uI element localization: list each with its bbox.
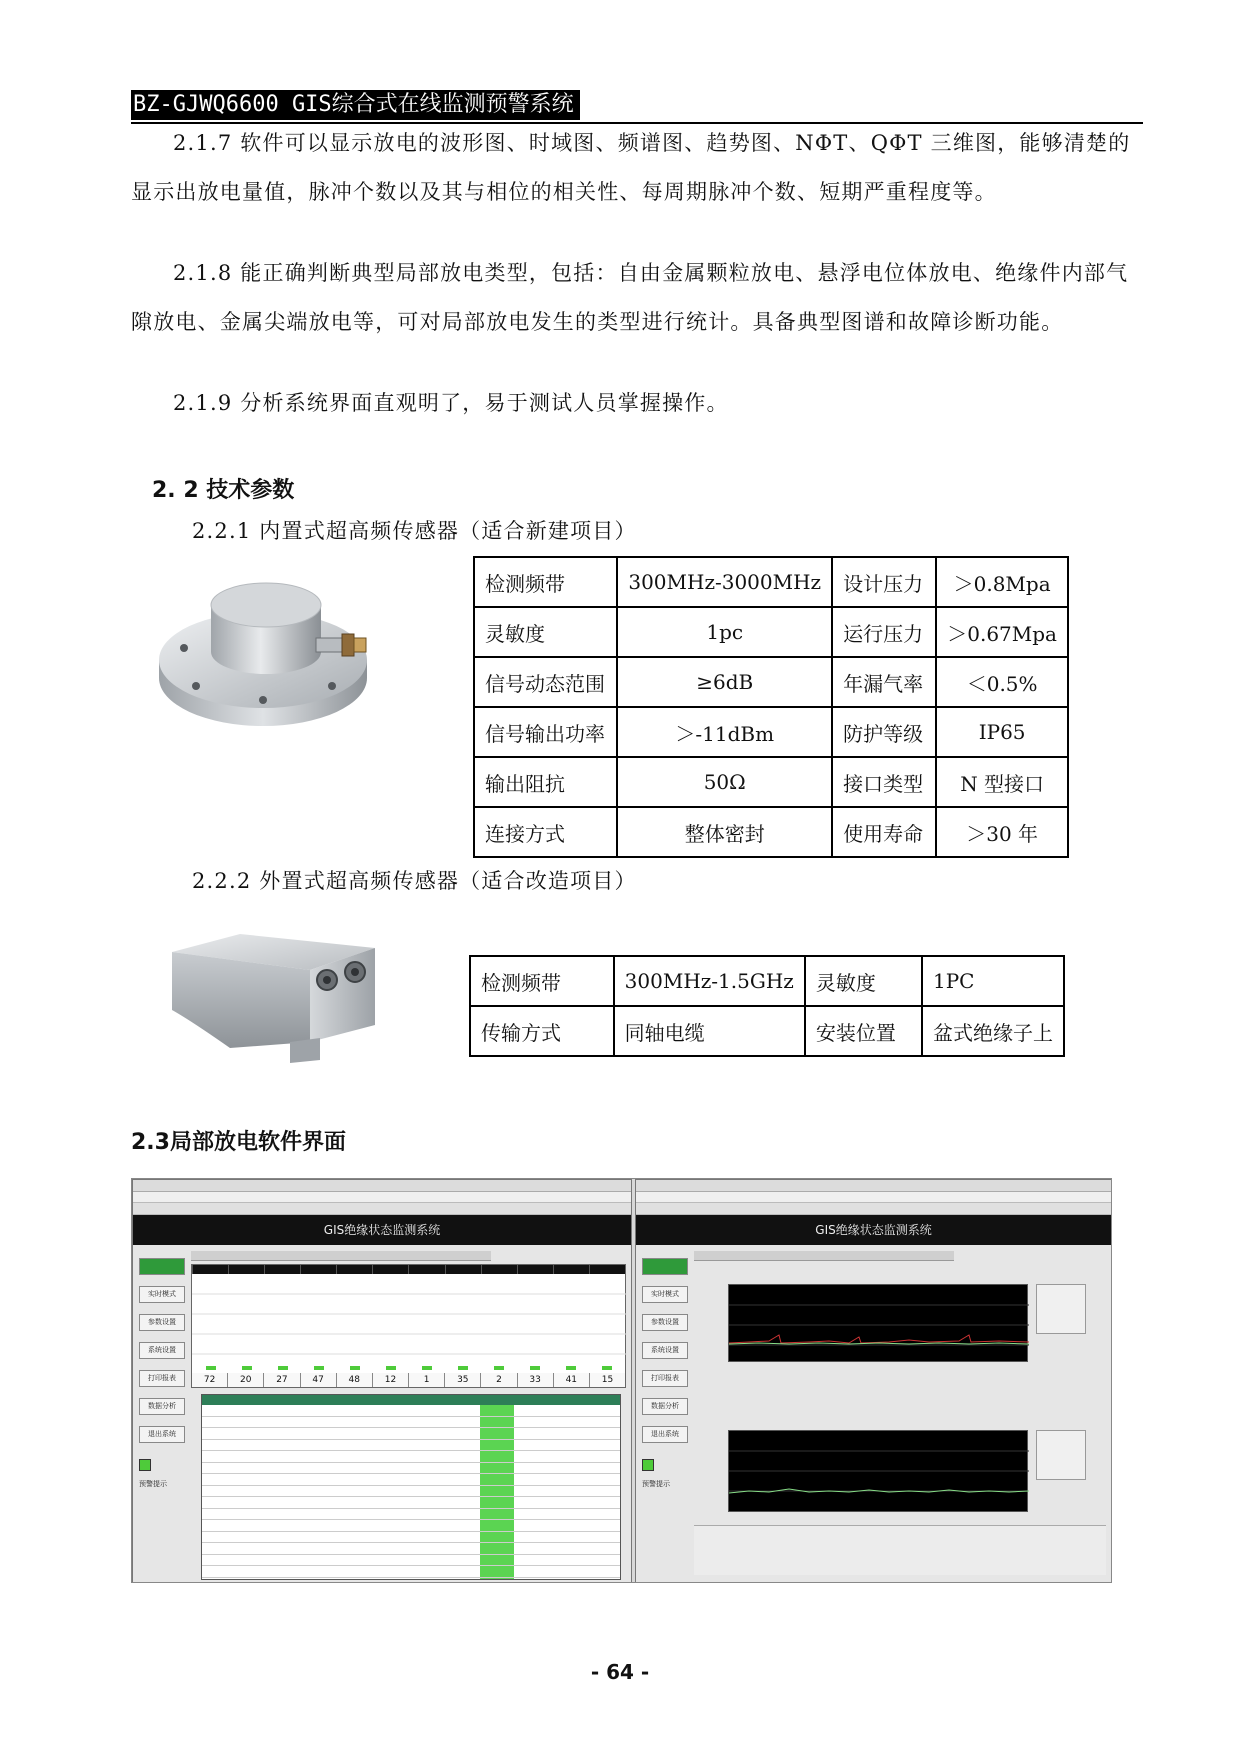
param-value: 300MHz-3000MHz xyxy=(617,557,832,607)
param-value: 同轴电缆 xyxy=(614,1006,805,1056)
menu-report-button[interactable]: 打印报表 xyxy=(642,1370,688,1387)
right-tab-strip[interactable] xyxy=(694,1251,954,1261)
menu-report-button[interactable]: 打印报表 xyxy=(139,1370,185,1387)
param-value: 整体密封 xyxy=(617,807,832,857)
param-value: ＞-11dBm xyxy=(617,707,832,757)
left-software-window xyxy=(132,1179,632,1583)
external-sensor-spec-table xyxy=(469,955,1065,1057)
param-value: 盆式绝缘子上 xyxy=(922,1006,1064,1056)
bar-gridlines xyxy=(192,1274,627,1374)
menu-realtime-button[interactable]: 实时模式 xyxy=(139,1286,185,1303)
bar-value: 2 xyxy=(480,1373,516,1387)
table-row xyxy=(470,956,1064,1006)
legend-box-upper xyxy=(1036,1284,1086,1334)
builtin-sensor-spec-table xyxy=(473,556,1069,858)
table-row xyxy=(474,657,1068,707)
param-label: 输出阻抗 xyxy=(474,757,617,807)
waveform-plot-upper xyxy=(728,1284,1028,1362)
param-label: 连接方式 xyxy=(474,807,617,857)
paragraph-2-1-7: 2.1.7 软件可以显示放电的波形图、时域图、频谱图、趋势图、NΦT、QΦT 三维图，能够清楚的显示出放电量值，脉冲个数以及其与相位的相关性、每周期脉冲个数、短期严重程度等。 xyxy=(131,131,1131,204)
param-value: ≥6dB xyxy=(617,657,832,707)
param-value: ＜0.5% xyxy=(936,657,1068,707)
table-row xyxy=(474,557,1068,607)
page-number: - 64 - xyxy=(590,1660,650,1684)
bar-value: 27 xyxy=(263,1373,299,1387)
right-side-menu xyxy=(642,1258,690,1489)
param-label: 检测频带 xyxy=(470,956,614,1006)
alarm-label: 预警提示 xyxy=(139,1480,167,1488)
menu-main-button[interactable] xyxy=(642,1258,688,1275)
menu-realtime-button[interactable]: 实时模式 xyxy=(642,1286,688,1303)
param-label: 安装位置 xyxy=(805,1006,922,1056)
subsection-2-2-2-heading: 2.2.2 外置式超高频传感器（适合改造项目） xyxy=(192,869,637,893)
menu-exit-button[interactable]: 退出系统 xyxy=(642,1426,688,1443)
left-side-menu xyxy=(139,1258,187,1489)
waveform-plot-lower xyxy=(728,1430,1028,1512)
param-label: 信号动态范围 xyxy=(474,657,617,707)
window-menubar xyxy=(133,1192,631,1203)
bar-value-row xyxy=(192,1373,625,1387)
param-label: 灵敏度 xyxy=(474,607,617,657)
menu-system-button[interactable]: 系统设置 xyxy=(139,1342,185,1359)
bar-value: 15 xyxy=(589,1373,625,1387)
param-label: 检测频带 xyxy=(474,557,617,607)
param-value: IP65 xyxy=(936,707,1068,757)
menu-params-button[interactable]: 参数设置 xyxy=(139,1314,185,1331)
bar-value: 35 xyxy=(444,1373,480,1387)
param-label: 信号输出功率 xyxy=(474,707,617,757)
menu-analysis-button[interactable]: 数据分析 xyxy=(642,1398,688,1415)
bar-value: 20 xyxy=(227,1373,263,1387)
table-row xyxy=(474,707,1068,757)
status-led-icon xyxy=(642,1459,654,1471)
right-software-window xyxy=(635,1179,1112,1583)
window-menubar xyxy=(636,1192,1111,1203)
section-2-2-heading: 2. 2 技术参数 xyxy=(152,478,295,503)
param-label: 运行压力 xyxy=(832,607,936,657)
menu-params-button[interactable]: 参数设置 xyxy=(642,1314,688,1331)
param-value: N 型接口 xyxy=(936,757,1068,807)
param-value: ＞0.8Mpa xyxy=(936,557,1068,607)
bottom-control-bar[interactable] xyxy=(694,1525,1106,1575)
legend-box-lower xyxy=(1036,1430,1086,1480)
bar-value: 72 xyxy=(192,1373,227,1387)
discharge-bar-panel xyxy=(191,1264,626,1388)
page-header-title: BZ-GJWQ6600 GIS综合式在线监测预警系统 xyxy=(131,90,580,120)
table-row xyxy=(474,757,1068,807)
param-value: 50Ω xyxy=(617,757,832,807)
window-toolbar xyxy=(636,1203,1111,1215)
status-led-icon xyxy=(139,1459,151,1471)
table-row xyxy=(470,1006,1064,1056)
bar-value: 12 xyxy=(372,1373,408,1387)
software-screenshots xyxy=(131,1178,1112,1583)
data-grid[interactable] xyxy=(201,1394,621,1580)
bar-header-row xyxy=(192,1265,625,1274)
window-titlebar xyxy=(636,1180,1111,1192)
param-value: 1pc xyxy=(617,607,832,657)
menu-exit-button[interactable]: 退出系统 xyxy=(139,1426,185,1443)
window-titlebar xyxy=(133,1180,631,1192)
window-toolbar xyxy=(133,1203,631,1215)
paragraph-2-1-8: 2.1.8 能正确判断典型局部放电类型，包括：自由金属颗粒放电、悬浮电位体放电、绝缘件内部气隙放电、金属尖端放电等，可对局部放电发生的类型进行统计。具备典型图谱和故障诊断功能。 xyxy=(131,261,1129,334)
param-value: ＞30 年 xyxy=(936,807,1068,857)
param-label: 设计压力 xyxy=(832,557,936,607)
alarm-label: 预警提示 xyxy=(642,1480,670,1488)
left-tab-strip[interactable] xyxy=(191,1251,491,1261)
param-label: 灵敏度 xyxy=(805,956,922,1006)
menu-analysis-button[interactable]: 数据分析 xyxy=(139,1398,185,1415)
bar-value: 47 xyxy=(300,1373,336,1387)
param-label: 接口类型 xyxy=(832,757,936,807)
bar-value: 33 xyxy=(517,1373,553,1387)
param-value: 300MHz-1.5GHz xyxy=(614,956,805,1006)
menu-system-button[interactable]: 系统设置 xyxy=(642,1342,688,1359)
param-label: 年漏气率 xyxy=(832,657,936,707)
app-title: GIS绝缘状态监测系统 xyxy=(133,1215,631,1245)
param-label: 使用寿命 xyxy=(832,807,936,857)
builtin-sensor-photo xyxy=(156,560,371,735)
external-sensor-photo xyxy=(170,930,380,1080)
table-row xyxy=(474,807,1068,857)
table-row xyxy=(474,607,1068,657)
paragraph-2-1-9: 2.1.9 分析系统界面直观明了，易于测试人员掌握操作。 xyxy=(173,391,729,415)
data-grid-header xyxy=(202,1395,620,1405)
param-label: 传输方式 xyxy=(470,1006,614,1056)
section-2-3-heading: 2.3局部放电软件界面 xyxy=(131,1130,346,1155)
param-label: 防护等级 xyxy=(832,707,936,757)
subsection-2-2-1-heading: 2.2.1 内置式超高频传感器（适合新建项目） xyxy=(192,519,637,543)
bar-value: 41 xyxy=(553,1373,589,1387)
bar-value: 48 xyxy=(336,1373,372,1387)
app-title: GIS绝缘状态监测系统 xyxy=(636,1215,1111,1245)
menu-main-button[interactable] xyxy=(139,1258,185,1275)
param-value: ＞0.67Mpa xyxy=(936,607,1068,657)
bar-value: 1 xyxy=(408,1373,444,1387)
param-value: 1PC xyxy=(922,956,1064,1006)
